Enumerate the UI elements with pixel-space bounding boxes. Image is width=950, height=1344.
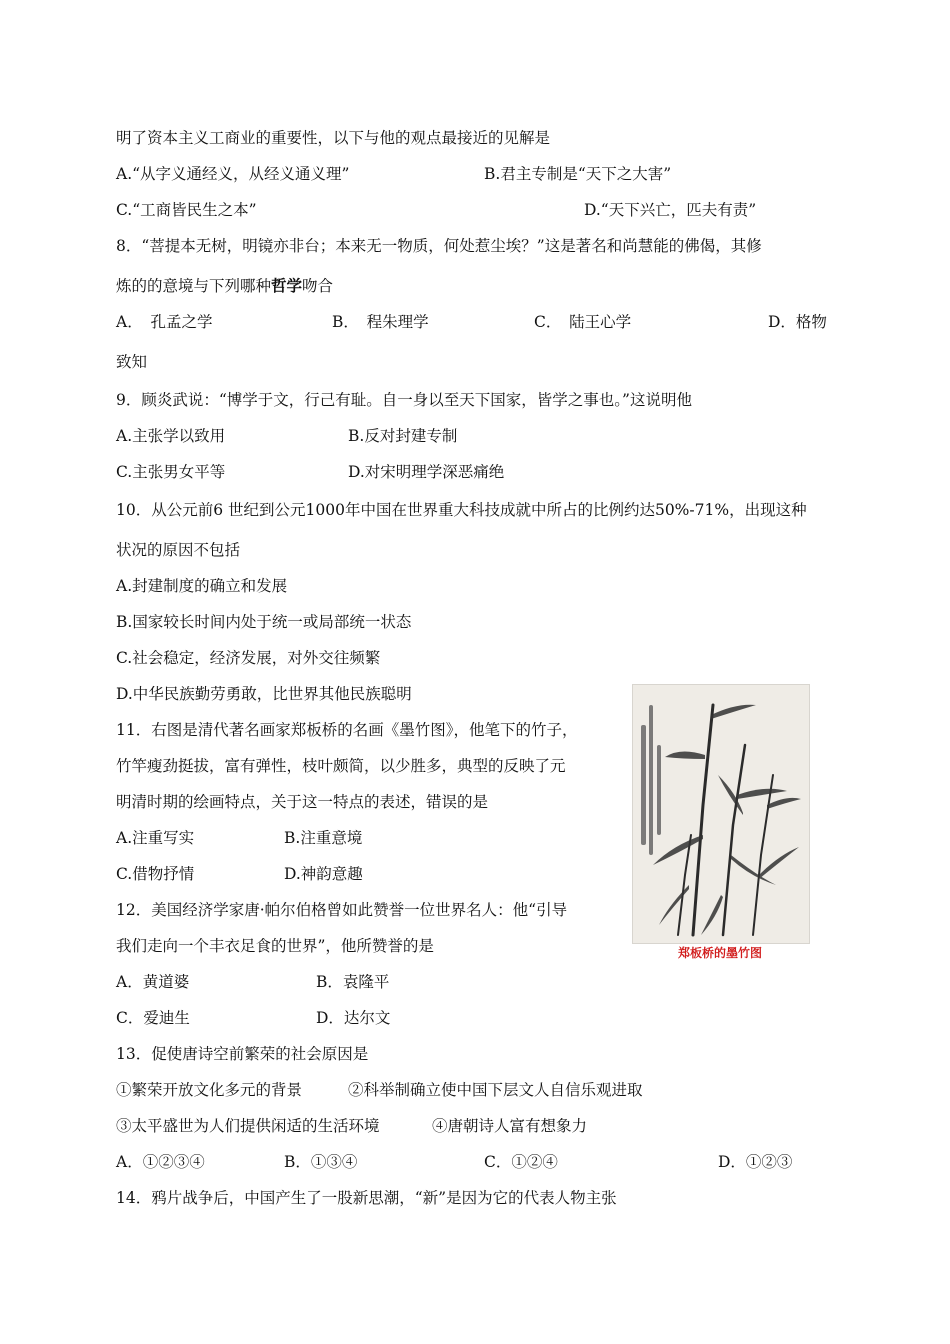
q9-option-d: D.对宋明理学深恶痛绝 xyxy=(348,463,505,481)
q13-stem: 13．促使唐诗空前繁荣的社会原因是 xyxy=(116,1045,369,1063)
q13-item-4: ④唐朝诗人富有想象力 xyxy=(432,1117,588,1135)
q12-stem: 12．美国经济学家唐·帕尔伯格曾如此赞誉一位世界名人：他“引导 xyxy=(116,901,568,919)
q12-stem-cont: 我们走向一个丰衣足食的世界”，他所赞誉的是 xyxy=(116,937,434,955)
q8-option-d: D．格物 xyxy=(768,313,827,331)
q8-option-c: C． 陆王心学 xyxy=(534,313,632,331)
q11-stem: 11．右图是清代著名画家郑板桥的名画《墨竹图》，他笔下的竹子， xyxy=(116,721,578,739)
q13-option-a: A．①②③④ xyxy=(116,1153,205,1171)
q10-stem: 10．从公元前6 世纪到公元1000年中国在世界重大科技成就中所占的比例约达50%-71%，出现这种 xyxy=(116,501,807,519)
q8-stem-part: 炼的的意境与下列哪种 xyxy=(116,277,272,295)
q12-option-b: B．袁隆平 xyxy=(316,973,390,991)
q13-option-c: C．①②④ xyxy=(484,1153,558,1171)
q14-stem: 14．鸦片战争后，中国产生了一股新思潮，“新”是因为它的代表人物主张 xyxy=(116,1189,617,1207)
text-line: 明了资本主义工商业的重要性，以下与他的观点最接近的见解是 xyxy=(116,129,551,147)
q13-option-b: B．①③④ xyxy=(284,1153,358,1171)
bamboo-painting-image xyxy=(632,684,810,944)
q13-option-d: D．①②③ xyxy=(718,1153,793,1171)
q10-option-a: A.封建制度的确立和发展 xyxy=(116,577,288,595)
q10-stem-cont: 状况的原因不包括 xyxy=(116,541,241,559)
q8-stem-cont xyxy=(116,276,333,296)
q11-option-b: B.注重意境 xyxy=(284,829,363,847)
q11-option-a: A.注重写实 xyxy=(116,829,195,847)
q7-option-b: B.君主专制是“天下之大害” xyxy=(484,165,672,183)
q7-option-d: D.“天下兴亡，匹夫有责” xyxy=(584,201,757,219)
q8-option-d-cont: 致知 xyxy=(116,353,148,371)
q8-stem-part: 吻合 xyxy=(302,277,334,295)
bamboo-painting-drawing xyxy=(633,685,809,943)
q12-option-c: C．爱迪生 xyxy=(116,1009,190,1027)
q11-option-c: C.借物抒情 xyxy=(116,865,195,883)
q11-stem-cont: 竹竿瘦劲挺拔，富有弹性，枝叶颇简，以少胜多，典型的反映了元 xyxy=(116,757,566,775)
q13-item-1: ①繁荣开放文化多元的背景 xyxy=(116,1081,303,1099)
q8-stem-bold: 哲学 xyxy=(271,277,303,295)
q9-option-a: A.主张学以致用 xyxy=(116,427,226,445)
q13-item-2: ②科举制确立使中国下层文人自信乐观进取 xyxy=(348,1081,643,1099)
q7-option-c: C.“工商皆民生之本” xyxy=(116,201,257,219)
q10-option-c: C.社会稳定，经济发展，对外交往频繁 xyxy=(116,649,381,667)
q12-option-d: D．达尔文 xyxy=(316,1009,391,1027)
q13-item-3: ③太平盛世为人们提供闲适的生活环境 xyxy=(116,1117,380,1135)
q10-option-b: B.国家较长时间内处于统一或局部统一状态 xyxy=(116,613,412,631)
q8-stem: 8．“菩提本无树，明镜亦非台；本来无一物质，何处惹尘埃？”这是著名和尚慧能的佛偈，其修 xyxy=(116,237,762,255)
q9-option-c: C.主张男女平等 xyxy=(116,463,226,481)
painting-caption: 郑板桥的墨竹图 xyxy=(677,946,762,960)
q11-option-d: D.神韵意趣 xyxy=(284,865,363,883)
q11-stem-cont: 明清时期的绘画特点，关于这一特点的表述，错误的是 xyxy=(116,793,489,811)
q8-option-a: A． 孔孟之学 xyxy=(116,313,213,331)
q8-option-b: B． 程朱理学 xyxy=(332,313,429,331)
q12-option-a: A．黄道婆 xyxy=(116,973,190,991)
q10-option-d: D.中华民族勤劳勇敢，比世界其他民族聪明 xyxy=(116,685,412,703)
q9-stem: 9．顾炎武说：“博学于文，行己有耻。自一身以至天下国家，皆学之事也。”这说明他 xyxy=(116,391,692,409)
q9-option-b: B.反对封建专制 xyxy=(348,427,458,445)
q7-option-a: A.“从字义通经义，从经义通义理” xyxy=(116,165,350,183)
